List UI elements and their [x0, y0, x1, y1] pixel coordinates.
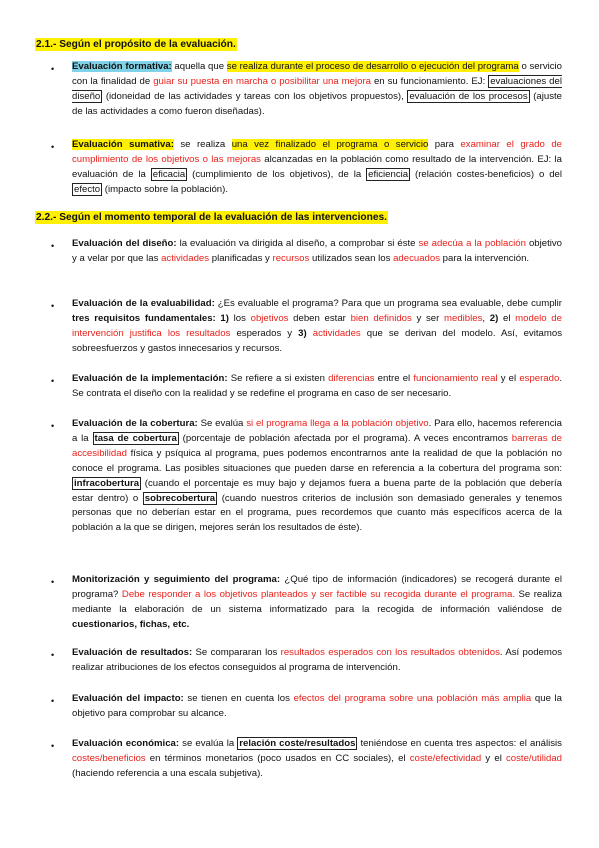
- text: entre el: [374, 373, 414, 384]
- bullet: •: [51, 650, 55, 660]
- boxed-term: evaluaciones del diseño: [72, 75, 562, 102]
- item-sumativa: [72, 138, 562, 198]
- bullet: •: [51, 741, 55, 751]
- boxed-term: relación coste/resultados: [239, 738, 356, 749]
- term: Evaluación económica:: [72, 738, 180, 749]
- highlight: se realiza durante el proceso de desarrollo o ejecución del programa: [226, 61, 519, 72]
- text: planificadas y: [209, 252, 273, 264]
- bold-text: cuestionarios, fichas, etc.: [72, 618, 190, 630]
- bullet: •: [51, 376, 55, 386]
- text: se evalúa la: [179, 738, 238, 749]
- red-text: esperado: [519, 373, 560, 384]
- red-text: resultados esperados con los resultados obtenidos: [280, 647, 500, 658]
- text: (haciendo referencia a una escala subjetiva).: [72, 767, 263, 779]
- text: ¿Es evaluable el programa? Para que un programa sea evaluable, debe cumplir: [214, 298, 562, 309]
- term: Evaluación de la evaluabilidad:: [72, 298, 215, 309]
- text: Se evalúa: [197, 418, 247, 429]
- red-text: se adecúa a la población: [418, 238, 526, 249]
- boxed-term: infracobertura: [74, 477, 140, 489]
- red-text: barreras de accesibilidad: [72, 432, 563, 459]
- text: para: [428, 139, 461, 150]
- text: deben estar: [288, 312, 351, 324]
- bullet: •: [51, 241, 55, 251]
- red-text: objetivos: [250, 312, 289, 324]
- text: y el: [481, 752, 506, 764]
- red-text: recursos: [272, 252, 310, 264]
- red-text: efectos del programa sobre una población más amplia: [293, 693, 532, 704]
- term: Evaluación formativa:: [72, 61, 172, 72]
- text: el: [498, 312, 516, 324]
- boxed-term: efecto: [74, 183, 101, 195]
- text: (cuando el porcentaje es muy bajo y dejamos fuera a buena parte de la población que debería estar dentro) o: [72, 477, 562, 504]
- text: objetivo y a velar por que las: [72, 238, 563, 264]
- section-heading-2-1: 2.1.- Según el propósito de la evaluación.: [36, 39, 236, 50]
- term: Evaluación de la cobertura:: [72, 418, 198, 429]
- red-text: adecuados: [393, 252, 441, 264]
- term: Evaluación sumativa:: [72, 139, 174, 150]
- item-monitorizacion: [72, 573, 562, 633]
- term: Evaluación de resultados:: [72, 647, 193, 658]
- text: utilizados sean los: [309, 252, 394, 264]
- text: los: [228, 312, 251, 324]
- highlight: una vez finalizado el programa o servicio: [231, 139, 429, 150]
- term: Evaluación del diseño:: [72, 238, 177, 249]
- text: (ajuste de las actividades a como fueron diseñadas).: [72, 90, 562, 117]
- bold-text: 2): [489, 312, 499, 324]
- text: (cuando nuestros criterios de inclusión son demasiado generales y tenemos personas que no deberían estar en el programa, pues recordemos que cuanto más específicos acerca de la población a la que se dirigen, mejores serán los resultados de éste).: [72, 492, 562, 534]
- boxed-term: evaluación de los procesos: [409, 90, 528, 102]
- text: (relación costes-beneficios) o del: [410, 168, 562, 180]
- item-evaluabilidad: [72, 297, 562, 357]
- term: Evaluación del impacto:: [72, 693, 184, 704]
- text: (idoneidad de las actividades y tareas con los objetivos propuestos),: [102, 90, 408, 102]
- text: (impacto sobre la población).: [102, 183, 228, 195]
- term: Evaluación de la implementación:: [72, 373, 228, 384]
- section-heading-2-2: 2.2.- Según el momento temporal de la evaluación de las intervenciones.: [36, 212, 388, 223]
- text: en su funcionamiento. EJ:: [371, 75, 489, 87]
- red-text: actividades: [161, 252, 210, 264]
- text: ,: [482, 312, 490, 324]
- text: alcanzadas en la población como resultado de la intervención. EJ: la evaluación de la: [72, 153, 562, 180]
- red-text: funcionamiento real: [413, 373, 498, 384]
- text: aquella que: [171, 61, 227, 72]
- boxed-term: eficacia: [152, 168, 186, 180]
- red-text: coste/utilidad: [506, 752, 562, 764]
- text: ¿Qué tipo de información (indicadores) se recogerá durante el programa?: [72, 574, 562, 600]
- text: (cumplimiento de los objetivos), de la: [187, 168, 367, 180]
- bullet: •: [51, 696, 55, 706]
- red-text: Debe responder a los objetivos planteados y ser factible su recogida durante el programa.: [121, 588, 516, 600]
- red-text: costes/beneficios: [72, 752, 146, 764]
- text: y el: [497, 373, 520, 384]
- red-text: si el programa llega a la población objetivo: [246, 418, 429, 429]
- red-text: diferencias: [328, 373, 375, 384]
- text: . Para ello, hacemos referencia a la: [72, 418, 562, 444]
- text: o servicio con la finalidad de: [72, 61, 563, 87]
- text: esperados y: [230, 327, 299, 339]
- text: Se refiere a si existen: [227, 373, 329, 384]
- text: Se compararan los: [192, 647, 281, 658]
- text: se realiza: [173, 139, 232, 150]
- bullet: •: [51, 301, 55, 311]
- text: teniéndose en cuenta tres aspectos: el análisis: [357, 738, 562, 749]
- text: se tienen en cuenta los: [183, 693, 294, 704]
- red-text: coste/efectividad: [409, 752, 482, 764]
- text: Se realiza mediante la elaboración de un sistema informatizado para la recogida de información valiéndose de: [72, 588, 562, 615]
- text: y ser: [411, 312, 444, 324]
- item-diseno: [72, 237, 562, 267]
- item-implementacion: [72, 372, 562, 402]
- text: la evaluación va dirigida al diseño, a comprobar si éste: [176, 238, 419, 249]
- item-cobertura: [72, 417, 562, 536]
- red-text: modelo de intervención justifica los resultados: [72, 312, 562, 339]
- bullet: •: [51, 421, 55, 431]
- item-economica: [72, 737, 562, 782]
- text: física y psíquica al programa, pues podemos encontrarnos ante la realidad de que la población no conoce el programa. Las posibles situaciones que pueden darse en referencia a la cobertura del programa son:: [72, 447, 562, 474]
- bullet: •: [51, 142, 55, 152]
- text: que la objetivo para comprobar su alcance.: [72, 693, 563, 719]
- boxed-term: tasa de cobertura: [94, 432, 177, 444]
- bold-text: 3): [298, 327, 307, 339]
- boxed-term: sobrecobertura: [144, 492, 216, 504]
- red-text: medibles: [444, 312, 483, 324]
- red-text: guiar su puesta en marcha o posibilitar una mejora: [153, 75, 371, 87]
- item-resultados: [72, 646, 562, 676]
- red-text: bien definidos: [350, 312, 412, 324]
- item-impacto: [72, 692, 562, 722]
- bullet: •: [51, 577, 55, 587]
- item-formativa: [72, 60, 562, 120]
- text: . Se contrata el diseño con la realidad y se redefine el programa en caso de ser necesario.: [72, 373, 562, 399]
- text: . Así podemos realizar atribuciones de los efectos conseguidos al programa de intervención.: [72, 647, 562, 673]
- term: Monitorización y seguimiento del programa:: [72, 574, 281, 585]
- text: en términos monetarios (poco usados en CC sociales), el: [145, 752, 410, 764]
- red-text: actividades: [312, 327, 361, 339]
- text: (porcentaje de población afectada por el programa). A veces encontramos: [178, 432, 512, 444]
- bullet: •: [51, 64, 55, 74]
- boxed-term: eficiencia: [368, 168, 409, 180]
- red-text: examinar el grado de cumplimiento de los objetivos o las mejoras: [72, 139, 562, 165]
- bold-text: tres requisitos fundamentales: 1): [72, 312, 229, 324]
- text: para la intervención.: [440, 252, 530, 264]
- text: que se derivan del modelo. Así, evitamos sobreesfuerzos y gastos innecesarios y recursos.: [72, 327, 562, 354]
